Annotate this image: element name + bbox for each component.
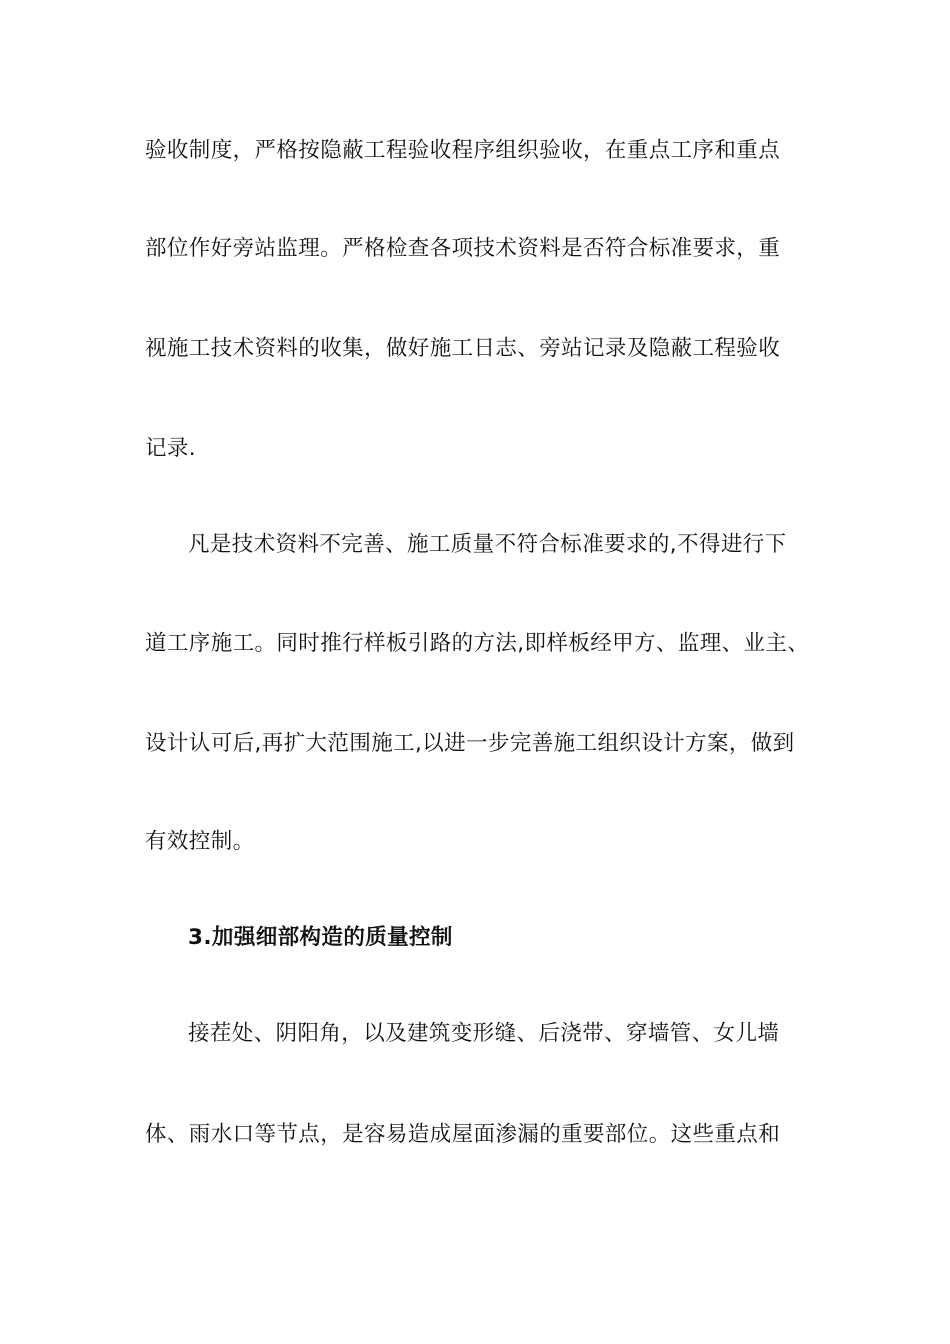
paragraph-line-3: 视施工技术资料的收集，做好施工日志、旁站记录及隐蔽工程验收 bbox=[145, 336, 781, 361]
paragraph-line-10: 体、雨水口等节点，是容易造成屋面渗漏的重要部位。这些重点和 bbox=[145, 1122, 781, 1147]
paragraph-line-9: 接茬处、阴阳角，以及建筑变形缝、后浇带、穿墙管、女儿墙 bbox=[188, 1021, 780, 1046]
paragraph-line-4: 记录. bbox=[145, 436, 197, 461]
paragraph-line-5: 凡是技术资料不完善、施工质量不符合标准要求的,不得进行下 bbox=[188, 532, 787, 557]
paragraph-line-6: 道工序施工。同时推行样板引路的方法,即样板经甲方、监理、业主、 bbox=[145, 631, 810, 656]
paragraph-line-2: 部位作好旁站监理。严格检查各项技术资料是否符合标准要求，重 bbox=[145, 236, 781, 261]
paragraph-line-8: 有效控制。 bbox=[145, 829, 255, 854]
paragraph-line-7: 设计认可后,再扩大范围施工,以进一步完善施工组织设计方案，做到 bbox=[145, 731, 795, 756]
section-heading: 3.加强细部构造的质量控制 bbox=[188, 925, 453, 950]
paragraph-line-1: 验收制度，严格按隐蔽工程验收程序组织验收，在重点工序和重点 bbox=[145, 138, 781, 163]
